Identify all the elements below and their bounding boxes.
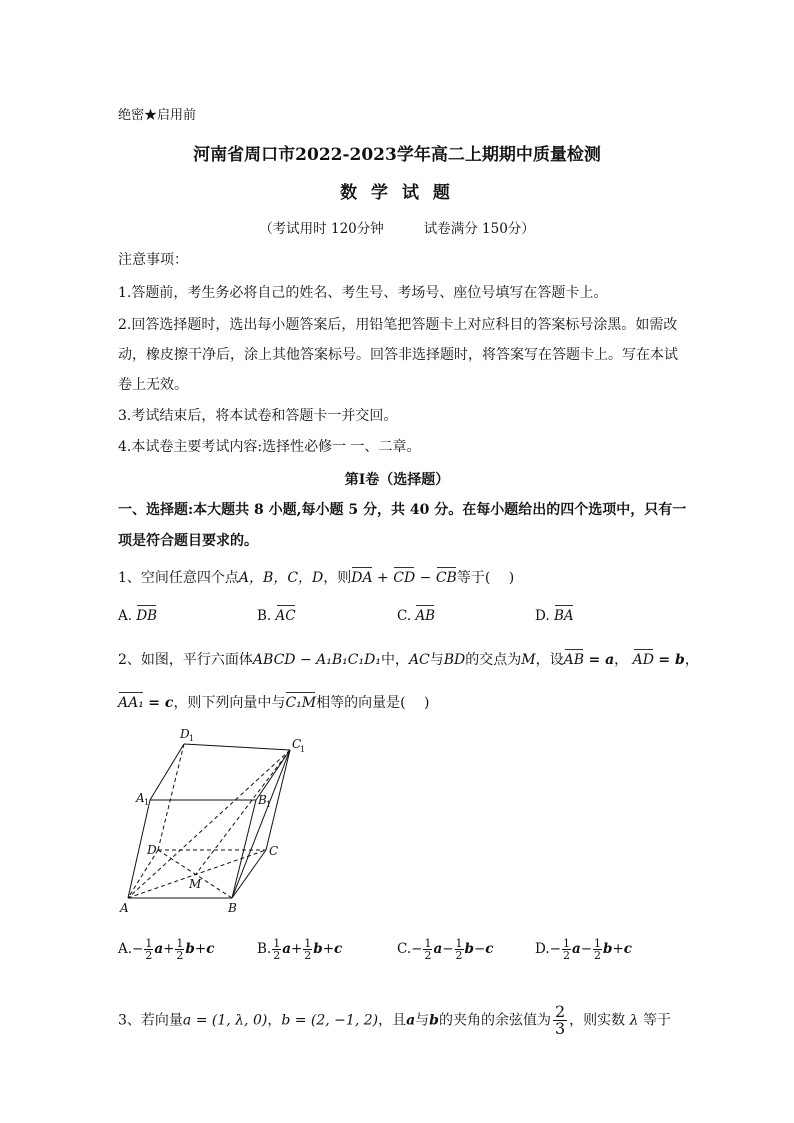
label-c1-sub: 1: [300, 745, 306, 754]
label-a1: A: [136, 791, 145, 805]
q2-vector-c1m: C₁M: [285, 695, 317, 711]
q2-option-d[interactable]: D.− $\frac{1}{2}$ a− $\frac{1}{2}$ b+c: [535, 937, 633, 962]
label-d1-sub: 1: [189, 734, 195, 743]
exam-title: 河南省周口市2022-2023学年高二上期期中质量检测: [193, 145, 601, 165]
q1-option-c[interactable]: C. AB: [397, 608, 436, 624]
notice-item-2-line3: 卷上无效。: [118, 377, 188, 393]
q2-vector-ad: AD: [632, 652, 654, 668]
score-note: 试卷满分 150分）: [423, 221, 535, 237]
q2-vector-ab: AB: [563, 652, 585, 668]
part-title: 第Ⅰ卷（选择题）: [344, 472, 450, 488]
parallelepiped-figure: [118, 724, 308, 916]
q1-suffix: 等于( ): [456, 570, 515, 586]
notice-item-2-line1: 2.回答选择题时，选出每小题答案后，用铅笔把答题卡上对应科目的答案标号涂黑。如需改: [118, 317, 678, 333]
notice-item-1: 1.答题前，考生务必将自己的姓名、考生号、考场号、座位号填写在答题卡上。: [118, 285, 608, 301]
q1-option-b[interactable]: B. AC: [257, 608, 296, 624]
q1-vector-cb: CB: [435, 570, 457, 586]
label-c1: C: [292, 737, 302, 751]
q1-points: A，B，C，D: [238, 570, 324, 586]
label-a: A: [120, 901, 129, 915]
q3-vector-a-def: a = (1, λ, 0): [182, 1012, 268, 1029]
q1-option-a[interactable]: A. DB: [118, 608, 158, 624]
notice-title: 注意事项：: [118, 252, 188, 268]
question-2-line2: AA₁ = c，则下列向量中与C₁M相等的向量是( ): [118, 695, 430, 711]
time-note: （考试用时 120分钟: [259, 221, 384, 237]
label-a1-sub: 1: [144, 798, 150, 807]
question-1: 1、空间任意四个点A，B，C，D，则DA + CD − CB等于( ): [118, 570, 515, 586]
q1-vector-cd: CD: [393, 570, 416, 586]
question-2-line1: 2、如图，平行六面体ABCD − A₁B₁C₁D₁中，AC与BD的交点为M，设AB = a， AD = b，: [118, 652, 699, 668]
q2-option-b[interactable]: B. $\frac{1}{2}$ a+ $\frac{1}{2}$ b+c: [257, 937, 343, 962]
label-b1-sub: 1: [266, 800, 272, 809]
section-instructions-line2: 项是符合题目要求的。: [118, 533, 258, 549]
subject-title: 数 学 试 题: [340, 183, 454, 203]
q2-option-c[interactable]: C.− $\frac{1}{2}$ a− $\frac{1}{2}$ b−c: [397, 937, 494, 962]
question-3: 3、若向量a = (1, λ, 0)，b = (2, −1, 2)，且a与b的夹角的余弦值为 $\frac{2}{3}$ ，则实数 λ 等于: [118, 1002, 671, 1038]
q2-solid-name: ABCD − A₁B₁C₁D₁: [252, 652, 381, 668]
q1-vector-da: DA: [351, 570, 373, 586]
q3-cos-fraction: $\frac{2}{3}$: [554, 1002, 566, 1038]
q1-mid: ，则: [323, 570, 352, 586]
label-m: M: [189, 877, 202, 891]
exam-info: [0, 217, 794, 237]
q3-vector-b-def: b = (2, −1, 2): [281, 1012, 379, 1029]
q1-option-d[interactable]: D. BA: [535, 608, 574, 624]
q2-vector-aa1: AA₁: [118, 695, 144, 711]
notice-item-2-line2: 动，橡皮擦干净后，涂上其他答案标号。回答非选择题时，将答案写在答题卡上。写在本试: [118, 347, 678, 363]
label-c: C: [269, 844, 279, 858]
label-d: D: [147, 843, 157, 857]
notice-item-4: 4.本试卷主要考试内容:选择性必修一 一、二章。: [118, 439, 421, 455]
label-b: B: [228, 901, 237, 915]
label-b1: B: [258, 793, 267, 807]
q1-prefix: 1、空间任意四个点: [118, 570, 239, 586]
section-instructions-line1: 一、选择题:本大题共 8 小题,每小题 5 分，共 40 分。在每小题给出的四个选项中，只有一: [118, 502, 687, 518]
label-d1: D: [180, 727, 190, 741]
q2-option-a[interactable]: A.− $\frac{1}{2}$ a+ $\frac{1}{2}$ b+c: [118, 937, 215, 962]
notice-item-3: 3.考试结束后，将本试卷和答题卡一并交回。: [118, 408, 398, 424]
secret-label: 绝密★启用前: [118, 108, 197, 123]
